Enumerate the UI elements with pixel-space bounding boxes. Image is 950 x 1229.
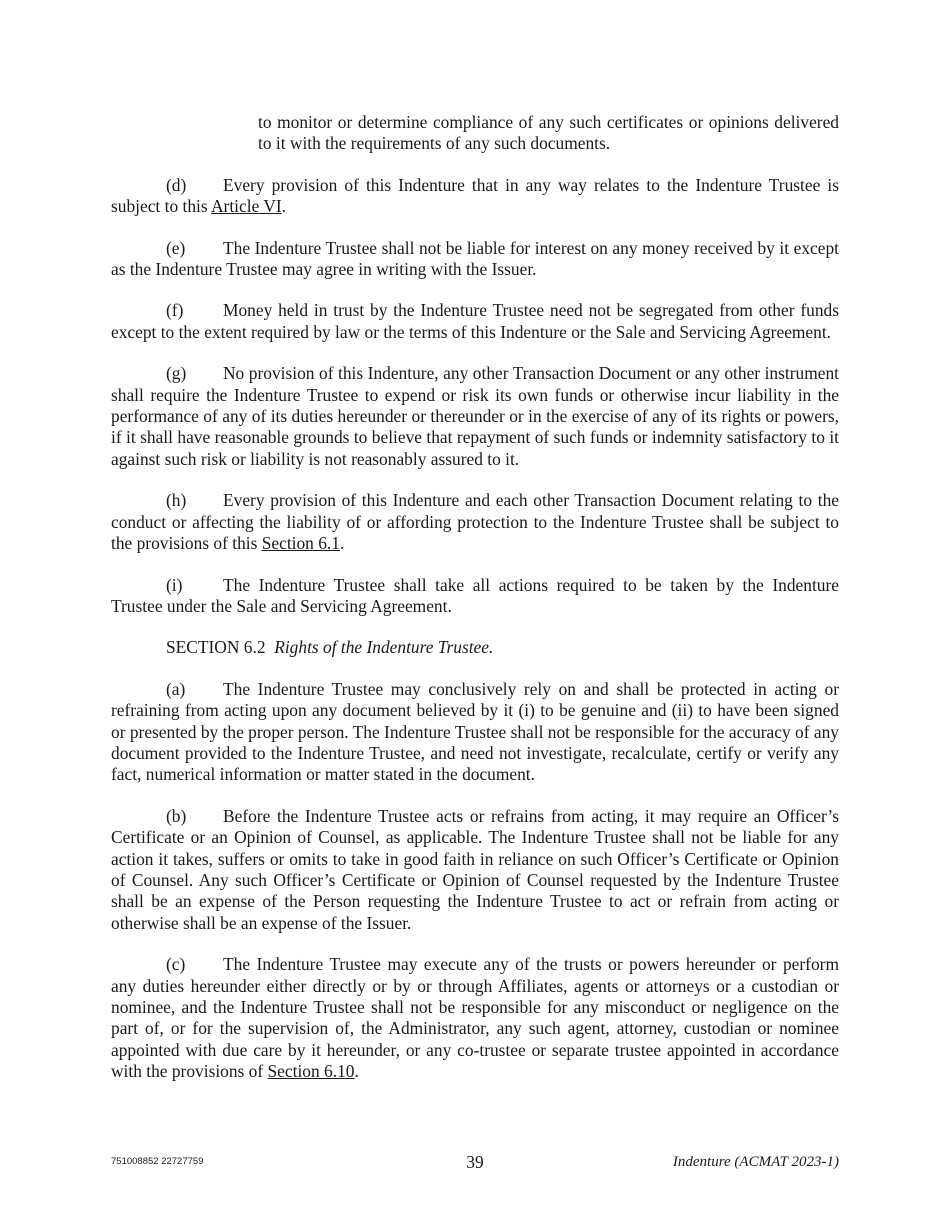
paragraph-g [111, 363, 839, 470]
paragraph-d [111, 175, 839, 218]
paragraph-label: (a) [166, 678, 186, 699]
paragraph-label: (h) [166, 490, 187, 511]
paragraph-text-end: . [281, 196, 287, 217]
section-6-1-reference: Section 6.1 [261, 533, 340, 554]
paragraph-label: (g) [166, 363, 187, 384]
paragraph-text: Every provision of this Indenture and each other Transaction Document relating to the conduct or affecting the liability of or affording protection to the Indenture Trustee shall be subject to the provisions of this [111, 490, 839, 554]
paragraph-text: The Indenture Trustee may conclusively rely on and shall be protected in acting or refraining from acting upon any document believed by it (i) to be genuine and (ii) to have been signed or presented by the proper person. The Indenture Trustee shall not be responsible for the accuracy of any document provided to the Indenture Trustee, and need not investigate, recalculate, certify or verify any fact, numerical information or matter stated in the document. [111, 678, 839, 785]
document-title: Indenture (ACMAT 2023-1) [672, 1154, 839, 1170]
section-paragraph-a [111, 679, 839, 786]
paragraph-text: The Indenture Trustee shall not be liable for interest on any money received by it except as the Indenture Trustee may agree in writing with the Issuer. [111, 237, 839, 280]
paragraph-label: (e) [166, 237, 186, 258]
paragraph-label: (b) [166, 805, 187, 826]
section-number: SECTION 6.2 [166, 637, 266, 658]
paragraph-label: (i) [166, 574, 183, 595]
section-title: Rights of the Indenture Trustee. [274, 637, 494, 658]
continuation-paragraph: to monitor or determine compliance of any such certificates or opinions delivered to it with the requirements of any such documents. [258, 112, 839, 154]
paragraph-text: Every provision of this Indenture that in any way relates to the Indenture Trustee is subject to this [111, 174, 839, 217]
paragraph-text: Before the Indenture Trustee acts or refrains from acting, it may require an Officer’s Certificate or an Opinion of Counsel, as applicable. The Indenture Trustee shall not be liable for any action it takes, suffers or omits to take in good faith in reliance on such Officer’s Certificate or Opinion of Counsel. Any such Officer’s Certificate or Opinion of Counsel requested by the Indenture Trustee shall be an expense of the Person requesting the Indenture Trustee to act or refrain from acting or otherwise shall be an expense of the Issuer. [111, 805, 839, 933]
paragraph-text: The Indenture Trustee may execute any of the trusts or powers hereunder or perform any duties hereunder either directly or by or through Affiliates, agents or attorneys or a custodian or nominee, and the Indenture Trustee shall not be responsible for any misconduct or negligence on the part of, or for the supervision of, the Administrator, any such agent, attorney, custodian or nominee appointed with due care by it hereunder, or any co-trustee or separate trustee appointed in accordance with the provisions of [111, 954, 839, 1082]
document-page [111, 112, 839, 1083]
paragraph-text: Money held in trust by the Indenture Trustee need not be segregated from other funds except to the extent required by law or the terms of this Indenture or the Sale and Servicing Agreement. [111, 300, 839, 342]
section-paragraph-b [111, 806, 839, 934]
paragraph-f [111, 300, 839, 343]
paragraph-text: The Indenture Trustee shall take all actions required to be taken by the Indenture Trustee under the Sale and Servicing Agreement. [111, 574, 839, 616]
paragraph-h [111, 490, 839, 554]
paragraph-label: (c) [166, 954, 186, 975]
paragraph-label: (f) [166, 300, 184, 321]
document-id: 751008852 22727759 [111, 1156, 204, 1167]
paragraph-label: (d) [166, 174, 187, 195]
page-number: 39 [466, 1152, 484, 1172]
paragraph-text: No provision of this Indenture, any other Transaction Document or any other instrument shall require the Indenture Trustee to expend or risk its own funds or otherwise incur liability in the performance of any of its duties hereunder or thereunder or in the exercise of any of its rights or powers, if it shall have reasonable grounds to believe that repayment of such funds or indemnity satisfactory to it against such risk or liability is not reasonably assured to it. [111, 363, 839, 469]
section-paragraph-c [111, 954, 839, 1082]
paragraph-e [111, 238, 839, 281]
paragraph-text-end: . [354, 1061, 359, 1082]
paragraph-i [111, 575, 839, 618]
article-vi-reference: Article VI [211, 196, 282, 217]
page-footer [111, 1152, 839, 1176]
section-heading [111, 637, 839, 658]
section-6-10-reference: Section 6.10 [267, 1061, 355, 1082]
paragraph-text-end: . [339, 533, 345, 554]
